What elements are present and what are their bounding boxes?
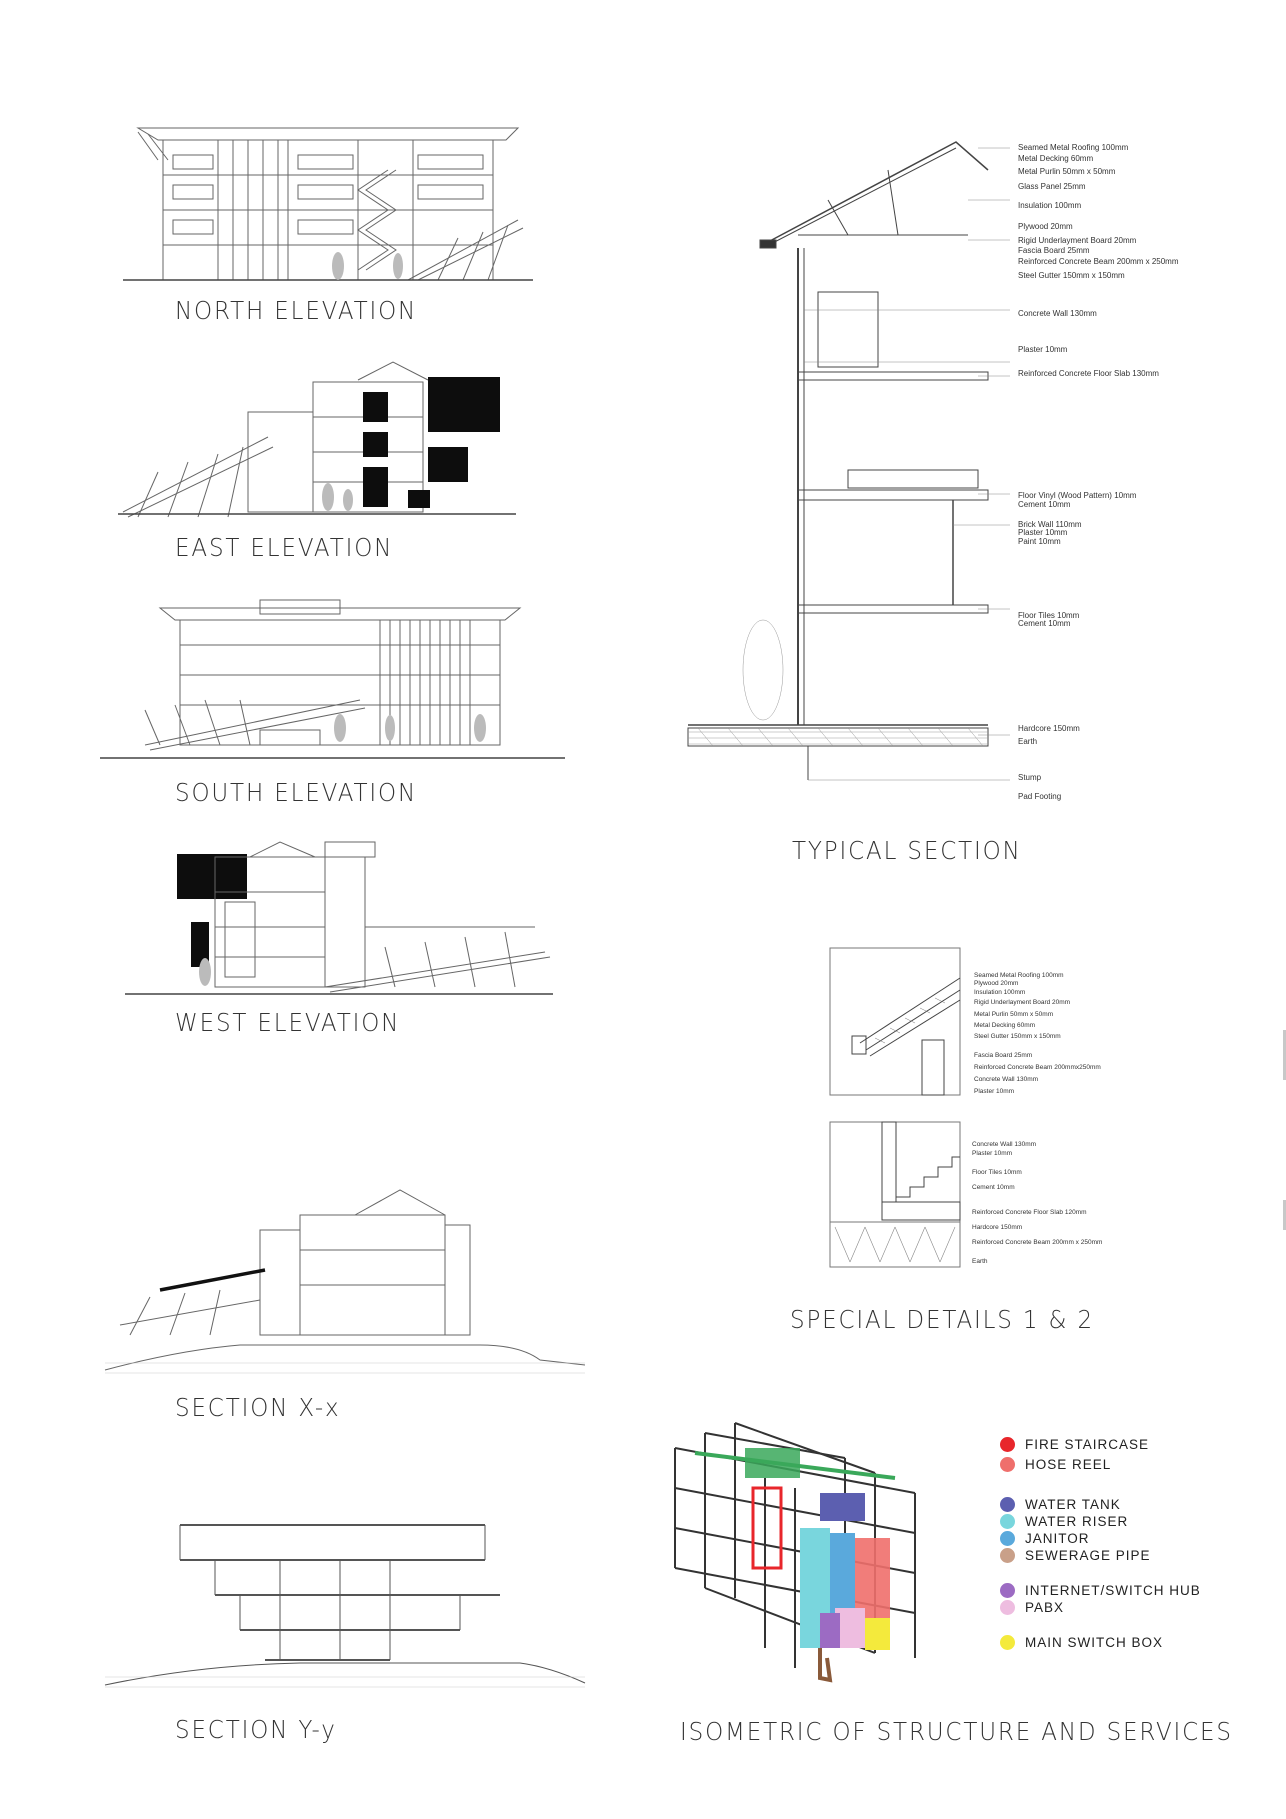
east-elevation-drawing xyxy=(118,362,518,527)
water-tank-block xyxy=(820,1493,865,1521)
west-elevation-svg xyxy=(125,842,555,1002)
typical-section-title: TYPICAL SECTION xyxy=(792,836,1022,865)
callout-cement: Cement 10mm xyxy=(1018,500,1071,509)
callout-pad-footing: Pad Footing xyxy=(1018,792,1062,801)
legend-dot xyxy=(1000,1548,1015,1563)
east-elevation-svg xyxy=(118,362,518,527)
callout-plaster-2: Plaster 10mm xyxy=(1018,528,1068,537)
legend-janitor xyxy=(1000,1531,1090,1546)
typical-section-drawing xyxy=(688,140,1008,805)
section-x-title: SECTION X-x xyxy=(175,1393,341,1422)
d1-steel-gutter: Steel Gutter 150mm x 150mm xyxy=(974,1033,1061,1040)
legend-dot xyxy=(1000,1514,1015,1529)
legend-label: PABX xyxy=(1025,1600,1065,1615)
callout-hardcore: Hardcore 150mm xyxy=(1018,724,1080,733)
d1-metal-decking: Metal Decking 60mm xyxy=(974,1022,1036,1029)
d1-seamed-metal-roofing: Seamed Metal Roofing 100mm xyxy=(974,972,1064,979)
d2-earth: Earth xyxy=(972,1258,988,1265)
legend-main-switch-box xyxy=(1000,1635,1163,1650)
west-elevation-drawing xyxy=(125,842,555,1002)
callout-rc-floor-slab: Reinforced Concrete Floor Slab 130mm xyxy=(1018,369,1159,378)
callout-paint: Paint 10mm xyxy=(1018,537,1061,546)
fire-staircase-block xyxy=(753,1488,781,1568)
legend-pabx xyxy=(1000,1600,1064,1615)
legend-dot xyxy=(1000,1457,1015,1472)
legend-internet-switch-hub xyxy=(1000,1583,1201,1598)
callout-stump: Stump xyxy=(1018,773,1042,782)
isometric-svg xyxy=(665,1418,940,1688)
isometric-title: ISOMETRIC OF STRUCTURE AND SERVICES xyxy=(680,1717,1233,1746)
isometric-drawing xyxy=(665,1418,940,1688)
d1-metal-purlin: Metal Purlin 50mm x 50mm xyxy=(974,1011,1054,1018)
d2-rc-beam: Reinforced Concrete Beam 200mm x 250mm xyxy=(972,1239,1103,1246)
legend-dot xyxy=(1000,1531,1015,1546)
callout-steel-gutter: Steel Gutter 150mm x 150mm xyxy=(1018,271,1125,280)
legend-label: FIRE STAIRCASE xyxy=(1025,1437,1150,1452)
d1-fascia-board: Fascia Board 25mm xyxy=(974,1052,1033,1059)
d1-concrete-wall: Concrete Wall 130mm xyxy=(974,1076,1039,1083)
south-elevation-title: SOUTH ELEVATION xyxy=(175,778,418,807)
d1-rc-beam: Reinforced Concrete Beam 200mmx250mm xyxy=(974,1064,1101,1071)
legend-label: MAIN SWITCH BOX xyxy=(1025,1635,1164,1650)
legend-label: HOSE REEL xyxy=(1025,1457,1112,1472)
legend-sewerage-pipe xyxy=(1000,1548,1151,1563)
callout-floor-vinyl: Floor Vinyl (Wood Pattern) 10mm xyxy=(1018,491,1137,500)
d2-cement: Cement 10mm xyxy=(972,1184,1015,1191)
callout-glass-panel: Glass Panel 25mm xyxy=(1018,182,1086,191)
callout-rigid-underlayment: Rigid Underlayment Board 20mm xyxy=(1018,236,1137,245)
callout-concrete-wall: Concrete Wall 130mm xyxy=(1018,309,1097,318)
section-x-svg xyxy=(100,1185,590,1375)
east-elevation-title: EAST ELEVATION xyxy=(175,533,394,562)
legend-label: INTERNET/SWITCH HUB xyxy=(1025,1583,1201,1598)
callout-plywood: Plywood 20mm xyxy=(1018,222,1073,231)
callout-earth: Earth xyxy=(1018,737,1038,746)
special-detail-2-drawing xyxy=(830,1122,960,1267)
legend-dot xyxy=(1000,1437,1015,1452)
special-detail-2-svg xyxy=(830,1122,960,1267)
legend-water-riser xyxy=(1000,1514,1128,1529)
legend-label: SEWERAGE PIPE xyxy=(1025,1548,1151,1563)
callout-insulation: Insulation 100mm xyxy=(1018,201,1082,210)
callout-fascia-board: Fascia Board 25mm xyxy=(1018,246,1090,255)
main-switch-box-block xyxy=(865,1618,890,1650)
d2-plaster: Plaster 10mm xyxy=(972,1150,1013,1157)
section-x-drawing xyxy=(100,1185,590,1375)
legend-label: WATER TANK xyxy=(1025,1497,1121,1512)
d1-rigid-underlayment: Rigid Underlayment Board 20mm xyxy=(974,999,1071,1006)
typical-section-svg xyxy=(688,140,1008,805)
callout-rc-beam: Reinforced Concrete Beam 200mm x 250mm xyxy=(1018,257,1179,266)
section-y-svg xyxy=(100,1515,590,1690)
d2-hardcore: Hardcore 150mm xyxy=(972,1224,1023,1231)
legend-label: JANITOR xyxy=(1025,1531,1090,1546)
legend-dot xyxy=(1000,1497,1015,1512)
legend-label: WATER RISER xyxy=(1025,1514,1129,1529)
legend-dot xyxy=(1000,1583,1015,1598)
callout-brick-wall: Brick Wall 110mm xyxy=(1018,520,1082,529)
special-detail-1-svg xyxy=(830,948,960,1095)
special-details-title: SPECIAL DETAILS 1 & 2 xyxy=(790,1305,1094,1334)
callout-floor-tiles: Floor Tiles 10mm xyxy=(1018,611,1080,620)
d2-floor-tiles: Floor Tiles 10mm xyxy=(972,1169,1022,1176)
north-elevation-svg xyxy=(118,120,538,290)
south-elevation-drawing xyxy=(100,600,570,765)
west-elevation-title: WEST ELEVATION xyxy=(175,1008,401,1037)
callout-metal-purlin: Metal Purlin 50mm x 50mm xyxy=(1018,167,1116,176)
callout-seamed-metal-roofing: Seamed Metal Roofing 100mm xyxy=(1018,143,1129,152)
legend-dot xyxy=(1000,1635,1015,1650)
north-elevation-title: NORTH ELEVATION xyxy=(175,296,418,325)
section-y-drawing xyxy=(100,1515,590,1690)
switch-hub-block xyxy=(820,1613,840,1648)
legend-hose-reel xyxy=(1000,1457,1111,1472)
legend-water-tank xyxy=(1000,1497,1121,1512)
south-elevation-svg xyxy=(100,600,570,765)
special-detail-1-drawing xyxy=(830,948,960,1095)
legend-fire-staircase xyxy=(1000,1437,1149,1452)
callout-metal-decking: Metal Decking 60mm xyxy=(1018,154,1094,163)
callout-plaster: Plaster 10mm xyxy=(1018,345,1068,354)
north-elevation-drawing xyxy=(118,120,538,290)
legend-dot xyxy=(1000,1600,1015,1615)
d1-insulation: Insulation 100mm xyxy=(974,989,1026,996)
d1-plaster: Plaster 10mm xyxy=(974,1088,1015,1095)
d2-rc-floor-slab: Reinforced Concrete Floor Slab 120mm xyxy=(972,1209,1087,1216)
callout-cement-2: Cement 10mm xyxy=(1018,619,1071,628)
section-y-title: SECTION Y-y xyxy=(175,1715,337,1744)
d1-plywood: Plywood 20mm xyxy=(974,980,1019,987)
d2-concrete-wall: Concrete Wall 130mm xyxy=(972,1141,1037,1148)
